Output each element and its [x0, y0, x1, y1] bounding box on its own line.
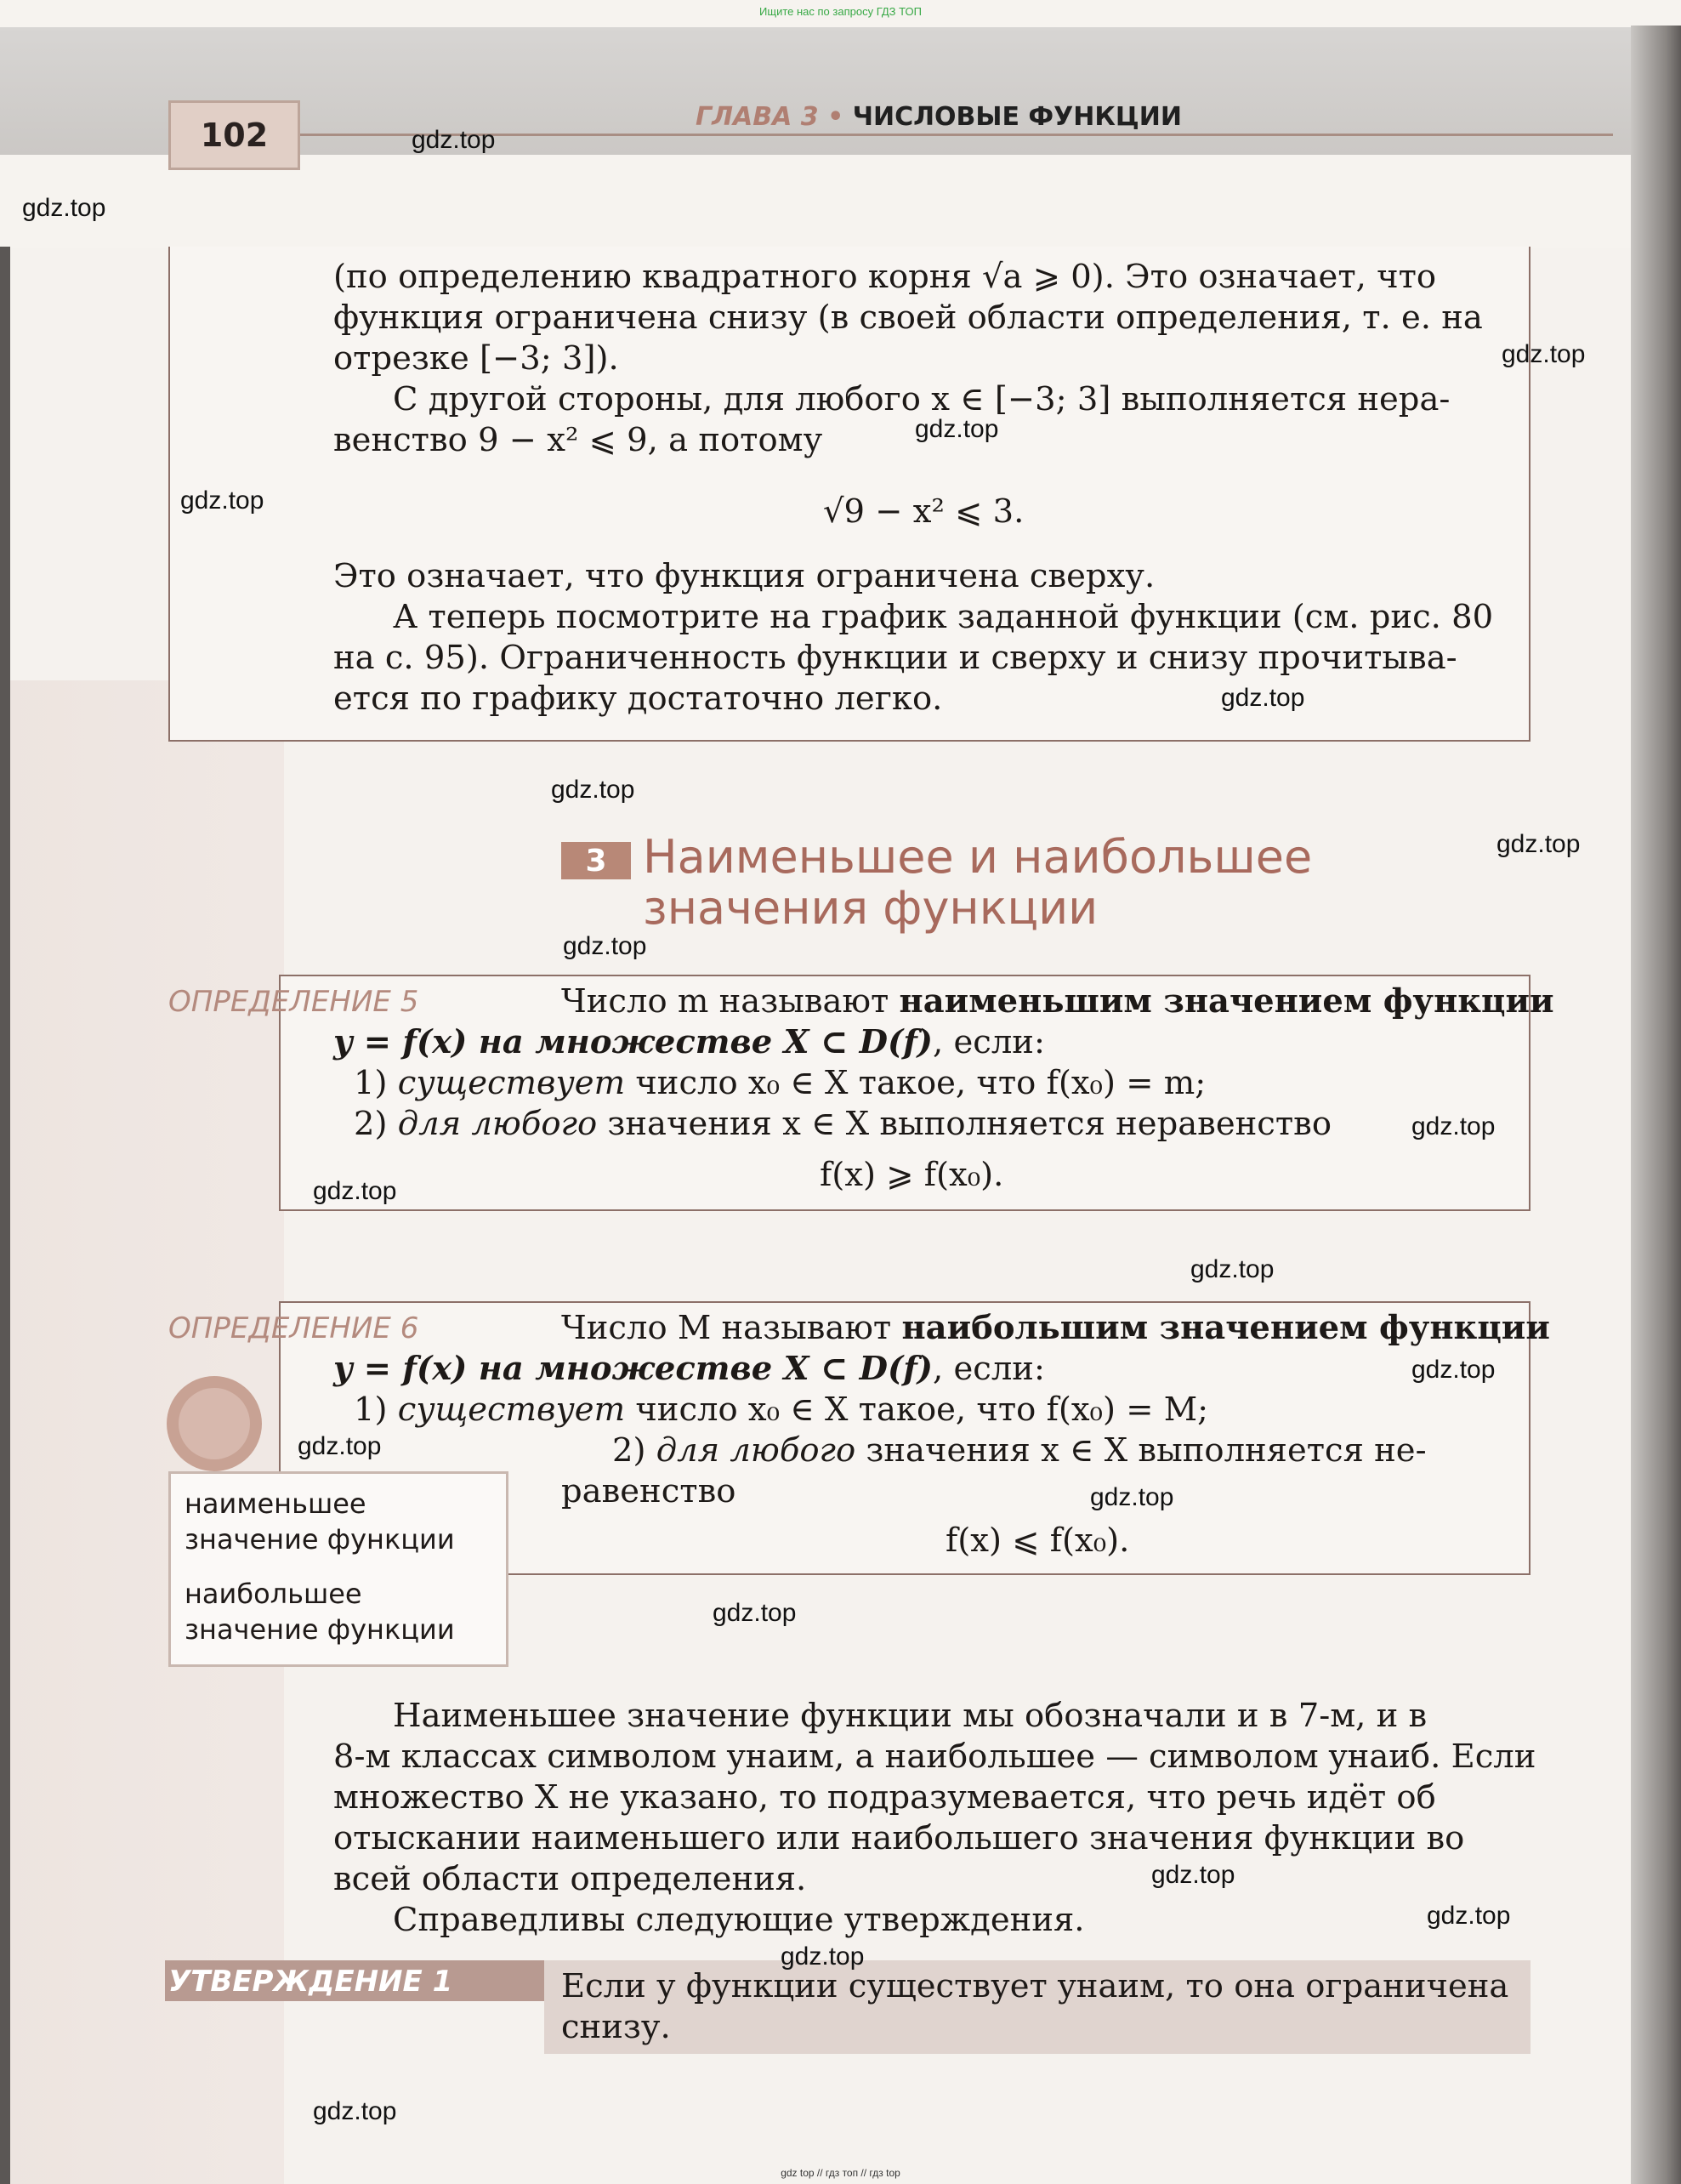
def5-if: , если:	[933, 1023, 1045, 1061]
def6-item-2-text: значения x ∈ X выполняется не-	[855, 1431, 1427, 1470]
watermark: gdz.top	[313, 1177, 397, 1205]
section-number: 3	[561, 842, 631, 879]
section-title-line-2: значения функции	[643, 881, 1099, 935]
def5-item-1-key: существует	[397, 1064, 626, 1102]
watermark: gdz.top	[1411, 1356, 1496, 1384]
def6-item-2-key: для любого	[656, 1431, 856, 1470]
assertion-label: УТВЕРЖДЕНИЕ 1	[168, 1965, 453, 1999]
def6-line-2	[333, 1349, 1045, 1390]
watermark: gdz.top	[1221, 684, 1305, 712]
page-binding	[0, 247, 10, 2184]
chapter-title: ЧИСЛОВЫЕ ФУНКЦИИ	[852, 102, 1182, 132]
def5-item-2-text: значения x ∈ X выполняется неравенство	[597, 1105, 1332, 1143]
def5-item-2-key: для любого	[397, 1105, 598, 1143]
intro-line-4: С другой стороны, для любого x ∈ [−3; 3] выполняется нера-	[393, 380, 1451, 418]
top-note: Ищите нас по запросу ГДЗ ТОП	[759, 5, 922, 18]
intro-line-7: Это означает, что функция ограничена сверху.	[333, 557, 1156, 595]
chapter-label: ГЛАВА 3	[696, 102, 819, 132]
def6-set: y = f(x) на множестве X ⊂ D(f)	[333, 1350, 933, 1388]
def5-inequality: f(x) ⩾ f(x₀).	[820, 1156, 1004, 1194]
def5-line-1	[561, 981, 1554, 1022]
margin-note-item-2: наибольшее значение функции	[185, 1578, 455, 1646]
bottom-note: gdz top // гдз топ // гдз top	[781, 2167, 900, 2179]
def6-item-2-num: 2)	[612, 1431, 656, 1470]
intro-line-10: ется по графику достаточно легко.	[333, 680, 943, 718]
def6-item-1-key: существует	[397, 1391, 626, 1429]
watermark: gdz.top	[1190, 1255, 1275, 1283]
def6-line-3	[354, 1390, 1208, 1430]
watermark: gdz.top	[1090, 1483, 1174, 1511]
def5-item-1-num: 1)	[354, 1064, 398, 1102]
watermark: gdz.top	[1427, 1902, 1511, 1930]
header-rule	[299, 134, 1613, 136]
intro-line-9: на с. 95). Ограниченность функции и сверху и снизу прочитыва-	[333, 639, 1457, 677]
body-line-6: Справедливы следующие утверждения.	[393, 1901, 1085, 1939]
intro-line-1: (по определению квадратного корня √a ⩾ 0). Это означает, что	[333, 258, 1437, 296]
body-line-4: отыскании наименьшего или наибольшего значения функции во	[333, 1819, 1465, 1857]
def5-line-3	[354, 1063, 1206, 1104]
chapter-separator: •	[827, 102, 844, 132]
body-line-1: Наименьшее значение функции мы обозначали и в 7-м, и в	[393, 1697, 1428, 1735]
def5-line-4	[354, 1104, 1332, 1145]
watermark: gdz.top	[1151, 1861, 1235, 1889]
def6-term: наибольшим значением функции	[901, 1309, 1550, 1347]
def5-text: Число m называют	[561, 982, 900, 1021]
watermark: gdz.top	[1502, 340, 1586, 368]
def5-item-2-num: 2)	[354, 1105, 398, 1143]
intro-formula: √9 − x² ⩽ 3.	[823, 492, 1025, 531]
intro-line-5: венство 9 − x² ⩽ 9, а потому	[333, 421, 823, 459]
watermark: gdz.top	[781, 1942, 865, 1971]
watermark: gdz.top	[551, 776, 635, 804]
assertion-line-2: снизу.	[561, 2008, 671, 2046]
body-line-3: множество X не указано, то подразумевается, что речь идёт об	[333, 1778, 1436, 1817]
watermark: gdz.top	[915, 415, 999, 443]
watermark: gdz.top	[563, 932, 647, 960]
def6-line-4	[612, 1430, 1427, 1471]
watermark: gdz.top	[412, 126, 496, 154]
def6-if: , если:	[933, 1350, 1045, 1388]
watermark: gdz.top	[180, 486, 264, 515]
page-edge	[1631, 26, 1681, 2184]
intro-line-8: А теперь посмотрите на график заданной функции (см. рис. 80	[393, 598, 1494, 636]
watermark: gdz.top	[298, 1432, 382, 1460]
def5-set: y = f(x) на множестве X ⊂ D(f)	[333, 1023, 933, 1061]
margin-logo-icon	[167, 1376, 262, 1471]
intro-line-3: отрезке [−3; 3]).	[333, 339, 619, 378]
def5-item-1-text: число x₀ ∈ X такое, что f(x₀) = m;	[625, 1064, 1207, 1102]
watermark: gdz.top	[22, 194, 106, 222]
def6-line-1	[561, 1308, 1550, 1349]
def5-term: наименьшим значением функции	[899, 982, 1554, 1021]
margin-note-item-1: наименьшее значение функции	[185, 1487, 455, 1556]
watermark: gdz.top	[713, 1599, 797, 1627]
intro-line-2: функция ограничена снизу (в своей области определения, т. е. на	[333, 299, 1483, 337]
chapter-heading	[696, 102, 1182, 132]
watermark: gdz.top	[1411, 1112, 1496, 1140]
def5-line-2	[333, 1022, 1045, 1063]
def6-line-5: равенство	[561, 1472, 736, 1510]
def6-item-1-num: 1)	[354, 1391, 398, 1429]
section-title	[643, 832, 1312, 934]
page-number: 102	[168, 100, 300, 170]
def6-item-1-text: число x₀ ∈ X такое, что f(x₀) = M;	[625, 1391, 1209, 1429]
section-title-line-1: Наименьшее и наибольшее	[643, 830, 1313, 884]
body-line-2: 8-м классах символом yнаим, а наибольшее — символом yнаиб. Если	[333, 1738, 1536, 1776]
assertion-line-1: Если у функции существует yнаим, то она ограничена	[561, 1967, 1509, 2005]
def6-inequality: f(x) ⩽ f(x₀).	[946, 1521, 1130, 1560]
def6-text: Число M называют	[561, 1309, 902, 1347]
definition-6-label: ОПРЕДЕЛЕНИЕ 6	[168, 1311, 419, 1345]
body-line-5: всей области определения.	[333, 1860, 807, 1898]
margin-note	[168, 1471, 508, 1667]
definition-5-label: ОПРЕДЕЛЕНИЕ 5	[168, 985, 419, 1019]
watermark: gdz.top	[313, 2097, 397, 2125]
watermark: gdz.top	[1496, 830, 1581, 858]
